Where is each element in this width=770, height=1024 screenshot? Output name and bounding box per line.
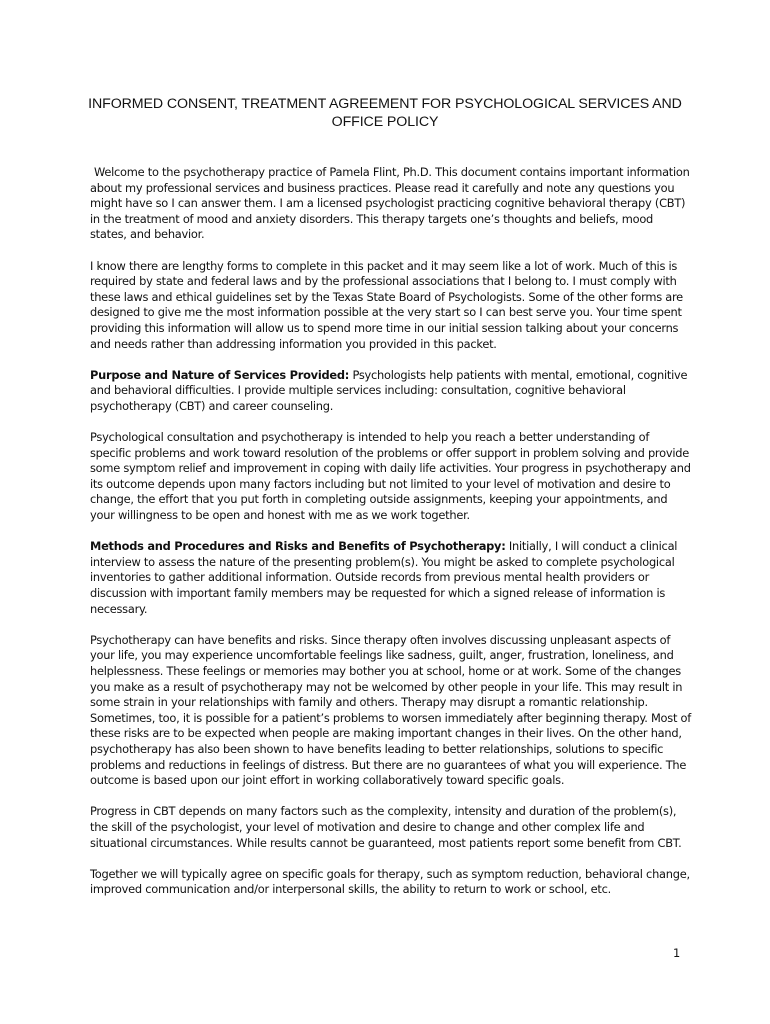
paragraph-progress: Progress in CBT depends on many factors such as the complexity, intensity and duration of the problem(s), the skill of the psychologist, your level of motivation and desire to change and other complex life and situational circumstances. While results cannot be guaranteed, most patients report some benefit from CBT. [90,804,682,850]
paragraph-benefits-risks: Psychotherapy can have benefits and risks. Since therapy often involves discussing unpleasant aspects of your life, you may experience uncomfortable feelings like sadness, guilt, anger, frustration, loneliness, and helplessness. These feelings or memories may bother you at school, home or at work. Some of the changes you make as a result of psychotherapy may not be welcomed by other people in your life. This may result in some strain in your relationships with family and others. Therapy may disrupt a romantic relationship. Sometimes, too, it is possible for a patient’s problems to worsen immediately after beginning therapy. Most of these risks are to be expected when people are making important changes in their lives. On the other hand, psychotherapy has also been shown to have benefits leading to better relationships, solutions to specific problems and reductions in feelings of distress. But there are no guarantees of what you will experience. The outcome is based upon our joint effort in working collaboratively toward specific goals. [90,632,692,788]
paragraph-forms: I know there are lengthy forms to complete in this packet and it may seem like a lot of work. Much of this is required by state and federal laws and by the professional associations that I belong to. I must comply with these laws and ethical guidelines set by the Texas State Board of Psychologists. Some of the other forms are designed to give me the most information possible at the very start so I can best serve you. Your time spent providing this information will allow us to spend more time in our initial session talking about your concerns and needs rather than addressing information you provided in this packet. [90,258,683,351]
paragraph-methods-text: Initially, I will conduct a clinical interview to assess the nature of the presenting problem(s). You might be asked to complete psychological inventories to gather additional information. Outside records from previous mental health providers or discussion with important family members may be requested for which a signed release of information is necessary. [90,539,678,616]
page-number: 1 [673,946,681,960]
paragraph-consultation: Psychological consultation and psychotherapy is intended to help you reach a better understanding of specific problems and work toward resolution of the problems or offer support in problem solving and provide some symptom relief and improvement in coping with daily life activities. Your progress in psychotherapy and its outcome depends upon many factors including but not limited to your level of motivation and desire to change, the effort that you put forth in completing outside assignments, keeping your appointments, and your willingness to be open and honest with me as we work together. [90,430,691,523]
document-body [90,165,692,914]
paragraph-purpose [90,368,692,415]
document-title [70,95,700,131]
paragraph-welcome: Welcome to the psychotherapy practice of Pamela Flint, Ph.D. This document contains important information about my professional services and business practices. Please read it carefully and note any questions you might have so I can answer them. I am a licensed psychologist practicing cognitive behavioral therapy (CBT) in the treatment of mood and anxiety disorders. This therapy targets one’s thoughts and beliefs, mood states, and behavior. [90,165,690,242]
paragraph-methods [90,539,692,617]
paragraph-purpose-text: Psychologists help patients with mental, emotional, cognitive and behavioral difficulties. I provide multiple services including: consultation, cognitive behavioral psychotherapy (CBT) and career counseling. [90,367,688,413]
heading-methods: Methods and Procedures and Risks and Benefits of Psychotherapy: [90,539,506,554]
title-line-1: INFORMED CONSENT, TREATMENT AGREEMENT FOR PSYCHOLOGICAL SERVICES AND [88,96,682,112]
heading-purpose: Purpose and Nature of Services Provided: [90,367,350,382]
title-line-2: OFFICE POLICY [331,114,439,130]
paragraph-goals: Together we will typically agree on specific goals for therapy, such as symptom reduction, behavioral change, improved communication and/or interpersonal skills, the ability to return to work or school, etc. [90,866,690,897]
